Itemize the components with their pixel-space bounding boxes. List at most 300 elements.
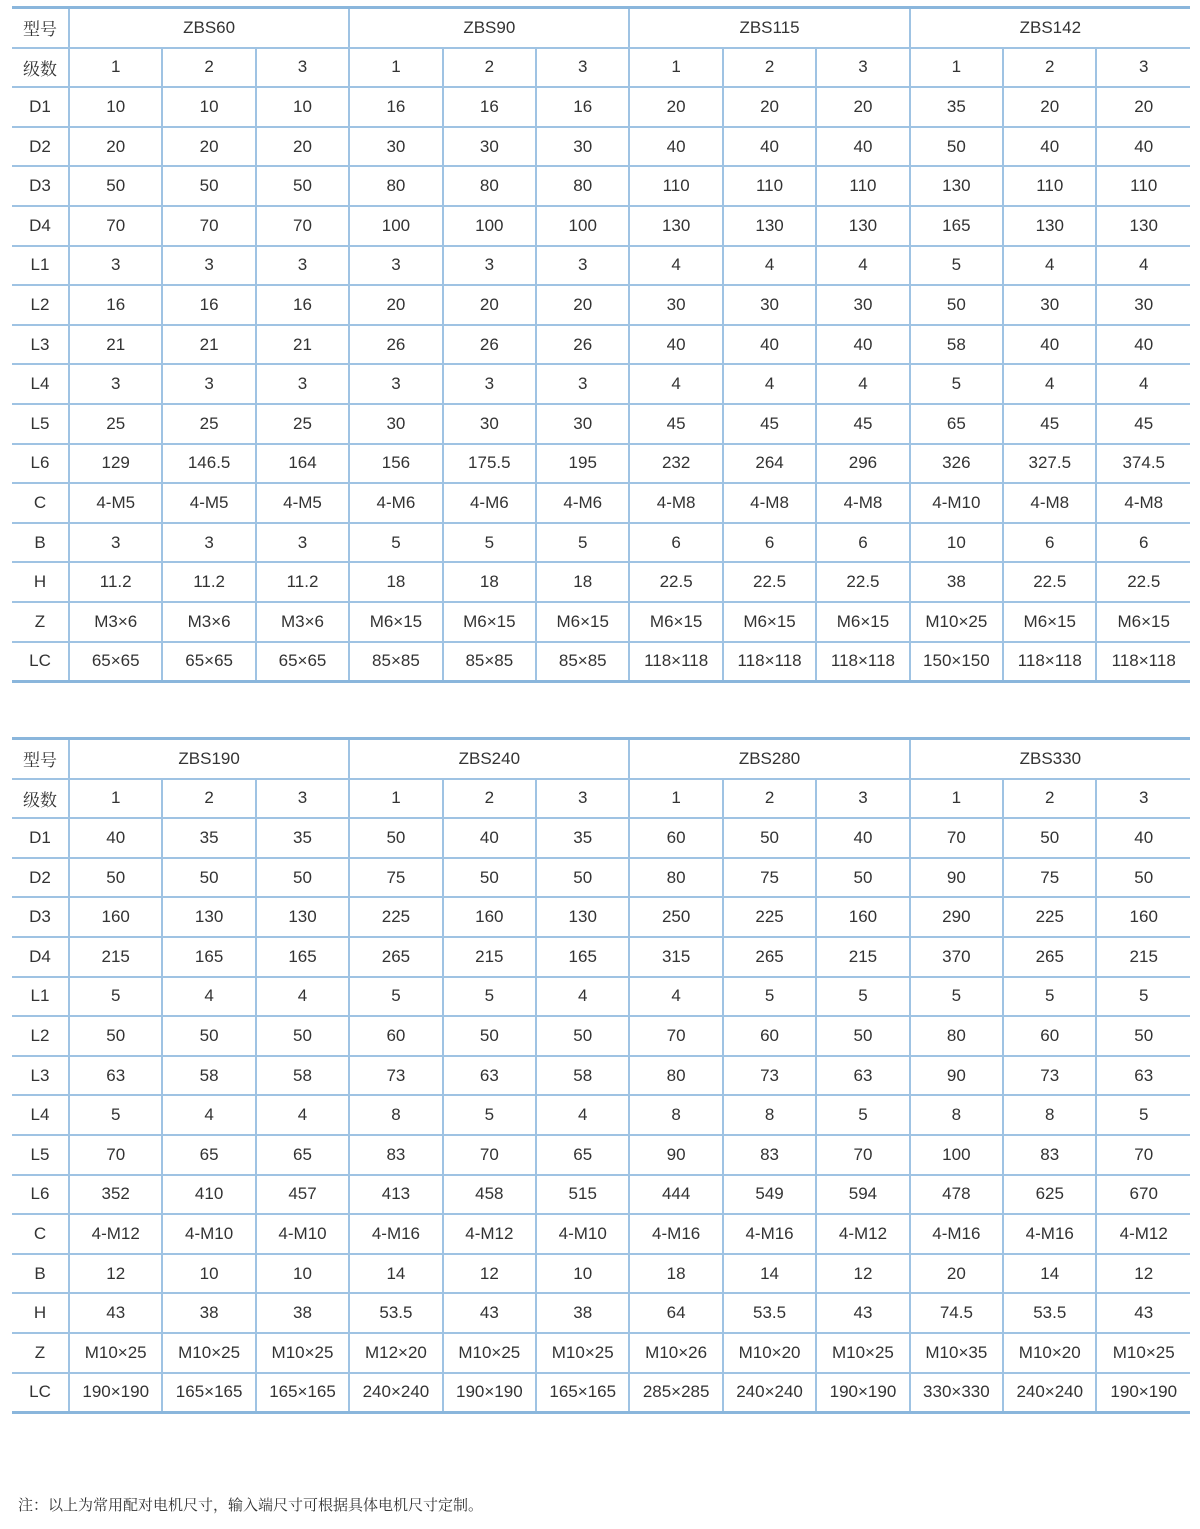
cell-value: 250 xyxy=(629,897,722,937)
table-row xyxy=(12,127,1190,167)
cell-value: 50 xyxy=(910,127,1003,167)
cell-value: 4-M16 xyxy=(1003,1214,1096,1254)
cell-value: M6×15 xyxy=(1003,602,1096,642)
cell-value: 2 xyxy=(723,779,816,819)
cell-value: 70 xyxy=(256,206,349,246)
cell-value: 50 xyxy=(162,166,255,206)
cell-value: 130 xyxy=(1003,206,1096,246)
row-label: L5 xyxy=(12,1135,69,1175)
cell-value: 25 xyxy=(256,404,349,444)
cell-value: 20 xyxy=(69,127,162,167)
cell-value: 2 xyxy=(443,48,536,88)
table-row xyxy=(12,897,1190,937)
cell-value: 14 xyxy=(1003,1254,1096,1294)
row-label: 级数 xyxy=(12,779,69,819)
model-name: ZBS240 xyxy=(349,739,629,779)
cell-value: 1 xyxy=(629,48,722,88)
cell-value: 4-M12 xyxy=(69,1214,162,1254)
model-name: ZBS115 xyxy=(629,8,909,48)
cell-value: M10×25 xyxy=(162,1333,255,1373)
cell-value: 190×190 xyxy=(443,1373,536,1413)
cell-value: 118×118 xyxy=(816,642,909,682)
cell-value: 215 xyxy=(816,937,909,977)
row-label: L1 xyxy=(12,977,69,1017)
cell-value: 8 xyxy=(910,1095,1003,1135)
row-label: Z xyxy=(12,1333,69,1373)
cell-value: 1 xyxy=(69,779,162,819)
cell-value: 100 xyxy=(910,1135,1003,1175)
cell-value: 45 xyxy=(629,404,722,444)
cell-value: 175.5 xyxy=(443,444,536,484)
cell-value: 225 xyxy=(349,897,442,937)
row-label: D4 xyxy=(12,937,69,977)
row-label: L2 xyxy=(12,1016,69,1056)
cell-value: 130 xyxy=(162,897,255,937)
cell-value: 18 xyxy=(443,562,536,602)
cell-value: 6 xyxy=(723,523,816,563)
cell-value: 8 xyxy=(723,1095,816,1135)
cell-value: 4-M6 xyxy=(349,483,442,523)
cell-value: 10 xyxy=(256,87,349,127)
cell-value: 110 xyxy=(723,166,816,206)
cell-value: 10 xyxy=(910,523,1003,563)
row-label: D1 xyxy=(12,818,69,858)
cell-value: 4-M10 xyxy=(910,483,1003,523)
cell-value: 3 xyxy=(349,246,442,286)
cell-value: 40 xyxy=(1096,325,1190,365)
table-row xyxy=(12,1293,1190,1333)
cell-value: 30 xyxy=(1096,285,1190,325)
cell-value: 4 xyxy=(629,977,722,1017)
cell-value: 352 xyxy=(69,1175,162,1215)
cell-value: 50 xyxy=(69,858,162,898)
cell-value: 30 xyxy=(443,404,536,444)
cell-value: 130 xyxy=(910,166,1003,206)
cell-value: 50 xyxy=(256,166,349,206)
cell-value: 110 xyxy=(1096,166,1190,206)
cell-value: 3 xyxy=(443,246,536,286)
row-label: B xyxy=(12,1254,69,1294)
cell-value: 156 xyxy=(349,444,442,484)
table-row xyxy=(12,444,1190,484)
cell-value: 5 xyxy=(1096,1095,1190,1135)
cell-value: 265 xyxy=(349,937,442,977)
cell-value: 40 xyxy=(1003,127,1096,167)
cell-value: 70 xyxy=(443,1135,536,1175)
cell-value: 35 xyxy=(256,818,349,858)
cell-value: 45 xyxy=(1096,404,1190,444)
cell-value: 1 xyxy=(910,48,1003,88)
cell-value: 70 xyxy=(69,1135,162,1175)
cell-value: 118×118 xyxy=(723,642,816,682)
cell-value: 30 xyxy=(536,404,629,444)
cell-value: 16 xyxy=(69,285,162,325)
table-row xyxy=(12,779,1190,819)
cell-value: 70 xyxy=(629,1016,722,1056)
cell-value: 26 xyxy=(349,325,442,365)
cell-value: 65×65 xyxy=(162,642,255,682)
cell-value: 40 xyxy=(1096,818,1190,858)
row-label: C xyxy=(12,483,69,523)
cell-value: 11.2 xyxy=(162,562,255,602)
cell-value: 63 xyxy=(1096,1056,1190,1096)
cell-value: 3 xyxy=(816,48,909,88)
cell-value: 70 xyxy=(162,206,255,246)
cell-value: 75 xyxy=(349,858,442,898)
cell-value: 40 xyxy=(69,818,162,858)
cell-value: 83 xyxy=(349,1135,442,1175)
cell-value: 4-M8 xyxy=(1003,483,1096,523)
table-row xyxy=(12,1373,1190,1413)
cell-value: 18 xyxy=(349,562,442,602)
cell-value: 670 xyxy=(1096,1175,1190,1215)
cell-value: 21 xyxy=(256,325,349,365)
cell-value: M10×25 xyxy=(256,1333,349,1373)
cell-value: 110 xyxy=(629,166,722,206)
cell-value: 413 xyxy=(349,1175,442,1215)
cell-value: 4-M10 xyxy=(536,1214,629,1254)
table-row xyxy=(12,483,1190,523)
cell-value: 80 xyxy=(349,166,442,206)
cell-value: 110 xyxy=(816,166,909,206)
table-row xyxy=(12,642,1190,682)
cell-value: 190×190 xyxy=(69,1373,162,1413)
cell-value: M3×6 xyxy=(162,602,255,642)
cell-value: 326 xyxy=(910,444,1003,484)
cell-value: 75 xyxy=(723,858,816,898)
cell-value: 65 xyxy=(910,404,1003,444)
cell-value: 4 xyxy=(816,246,909,286)
cell-value: 45 xyxy=(816,404,909,444)
cell-value: 3 xyxy=(536,364,629,404)
cell-value: 190×190 xyxy=(1096,1373,1190,1413)
cell-value: 10 xyxy=(536,1254,629,1294)
cell-value: 85×85 xyxy=(443,642,536,682)
cell-value: 53.5 xyxy=(1003,1293,1096,1333)
cell-value: 515 xyxy=(536,1175,629,1215)
cell-value: 195 xyxy=(536,444,629,484)
cell-value: 50 xyxy=(1003,818,1096,858)
table-row xyxy=(12,818,1190,858)
cell-value: 3 xyxy=(256,48,349,88)
cell-value: 38 xyxy=(162,1293,255,1333)
cell-value: 53.5 xyxy=(349,1293,442,1333)
cell-value: 165×165 xyxy=(256,1373,349,1413)
cell-value: 1 xyxy=(629,779,722,819)
cell-value: 35 xyxy=(536,818,629,858)
cell-value: 80 xyxy=(443,166,536,206)
cell-value: 165×165 xyxy=(162,1373,255,1413)
cell-value: 5 xyxy=(910,364,1003,404)
cell-value: 2 xyxy=(162,779,255,819)
cell-value: 4 xyxy=(162,977,255,1017)
cell-value: 164 xyxy=(256,444,349,484)
cell-value: 4-M12 xyxy=(816,1214,909,1254)
cell-value: 21 xyxy=(69,325,162,365)
cell-value: 374.5 xyxy=(1096,444,1190,484)
cell-value: 80 xyxy=(910,1016,1003,1056)
cell-value: 50 xyxy=(256,858,349,898)
header-label: 型号 xyxy=(12,8,69,48)
cell-value: 16 xyxy=(443,87,536,127)
cell-value: 50 xyxy=(443,858,536,898)
cell-value: 1 xyxy=(349,779,442,819)
cell-value: 5 xyxy=(69,977,162,1017)
row-label: Z xyxy=(12,602,69,642)
cell-value: 5 xyxy=(910,977,1003,1017)
cell-value: 3 xyxy=(69,246,162,286)
cell-value: 22.5 xyxy=(1096,562,1190,602)
cell-value: 130 xyxy=(629,206,722,246)
cell-value: 65 xyxy=(162,1135,255,1175)
cell-value: 60 xyxy=(1003,1016,1096,1056)
cell-value: 83 xyxy=(1003,1135,1096,1175)
table-row xyxy=(12,1214,1190,1254)
cell-value: 65 xyxy=(536,1135,629,1175)
cell-value: 410 xyxy=(162,1175,255,1215)
cell-value: 100 xyxy=(536,206,629,246)
table-row xyxy=(12,246,1190,286)
cell-value: 5 xyxy=(536,523,629,563)
cell-value: 60 xyxy=(723,1016,816,1056)
cell-value: 11.2 xyxy=(69,562,162,602)
cell-value: 22.5 xyxy=(723,562,816,602)
cell-value: 73 xyxy=(1003,1056,1096,1096)
cell-value: 458 xyxy=(443,1175,536,1215)
cell-value: 129 xyxy=(69,444,162,484)
cell-value: 63 xyxy=(69,1056,162,1096)
cell-value: 5 xyxy=(816,977,909,1017)
cell-value: 457 xyxy=(256,1175,349,1215)
cell-value: 4-M10 xyxy=(162,1214,255,1254)
cell-value: 118×118 xyxy=(1003,642,1096,682)
cell-value: 40 xyxy=(443,818,536,858)
cell-value: 5 xyxy=(910,246,1003,286)
cell-value: 30 xyxy=(723,285,816,325)
cell-value: 43 xyxy=(1096,1293,1190,1333)
cell-value: 80 xyxy=(629,1056,722,1096)
cell-value: 20 xyxy=(162,127,255,167)
cell-value: 4-M8 xyxy=(629,483,722,523)
cell-value: 60 xyxy=(349,1016,442,1056)
cell-value: 549 xyxy=(723,1175,816,1215)
cell-value: 1 xyxy=(910,779,1003,819)
cell-value: 73 xyxy=(349,1056,442,1096)
row-label: L5 xyxy=(12,404,69,444)
cell-value: 4 xyxy=(1003,364,1096,404)
cell-value: 4-M12 xyxy=(1096,1214,1190,1254)
cell-value: 90 xyxy=(629,1135,722,1175)
cell-value: M10×25 xyxy=(816,1333,909,1373)
table-row xyxy=(12,48,1190,88)
cell-value: M10×25 xyxy=(443,1333,536,1373)
cell-value: 130 xyxy=(256,897,349,937)
cell-value: 50 xyxy=(723,818,816,858)
cell-value: 8 xyxy=(1003,1095,1096,1135)
cell-value: 50 xyxy=(1096,1016,1190,1056)
cell-value: 2 xyxy=(162,48,255,88)
cell-value: 25 xyxy=(69,404,162,444)
cell-value: 50 xyxy=(816,858,909,898)
cell-value: M6×15 xyxy=(349,602,442,642)
cell-value: M10×25 xyxy=(1096,1333,1190,1373)
cell-value: 45 xyxy=(723,404,816,444)
cell-value: 3 xyxy=(349,364,442,404)
cell-value: 3 xyxy=(443,364,536,404)
footnote: 注：以上为常用配对电机尺寸，输入端尺寸可根据具体电机尺寸定制。 xyxy=(18,1497,484,1514)
cell-value: 22.5 xyxy=(816,562,909,602)
cell-value: 130 xyxy=(1096,206,1190,246)
cell-value: 43 xyxy=(69,1293,162,1333)
cell-value: 3 xyxy=(162,523,255,563)
cell-value: 75 xyxy=(1003,858,1096,898)
table-row xyxy=(12,1135,1190,1175)
cell-value: 50 xyxy=(162,858,255,898)
cell-value: 330×330 xyxy=(910,1373,1003,1413)
cell-value: M12×20 xyxy=(349,1333,442,1373)
cell-value: 40 xyxy=(816,127,909,167)
spec-table-1 xyxy=(12,6,1190,683)
cell-value: 20 xyxy=(816,87,909,127)
cell-value: M10×20 xyxy=(1003,1333,1096,1373)
cell-value: 3 xyxy=(256,364,349,404)
cell-value: M10×25 xyxy=(69,1333,162,1373)
cell-value: 315 xyxy=(629,937,722,977)
cell-value: 3 xyxy=(69,523,162,563)
cell-value: 3 xyxy=(256,523,349,563)
row-label: B xyxy=(12,523,69,563)
cell-value: 4 xyxy=(723,246,816,286)
cell-value: M10×20 xyxy=(723,1333,816,1373)
cell-value: 12 xyxy=(1096,1254,1190,1294)
table-row xyxy=(12,977,1190,1017)
cell-value: 3 xyxy=(162,246,255,286)
cell-value: 1 xyxy=(349,48,442,88)
cell-value: 22.5 xyxy=(629,562,722,602)
cell-value: 4 xyxy=(162,1095,255,1135)
table-row xyxy=(12,562,1190,602)
table-row xyxy=(12,87,1190,127)
model-header-row xyxy=(12,739,1190,779)
spec-table-2 xyxy=(12,737,1190,1414)
cell-value: 4 xyxy=(1003,246,1096,286)
cell-value: 63 xyxy=(816,1056,909,1096)
cell-value: 594 xyxy=(816,1175,909,1215)
cell-value: 5 xyxy=(349,977,442,1017)
cell-value: 625 xyxy=(1003,1175,1096,1215)
model-name: ZBS142 xyxy=(910,8,1190,48)
table-row xyxy=(12,404,1190,444)
cell-value: 38 xyxy=(910,562,1003,602)
cell-value: 2 xyxy=(723,48,816,88)
cell-value: 10 xyxy=(256,1254,349,1294)
cell-value: 90 xyxy=(910,1056,1003,1096)
cell-value: 165 xyxy=(162,937,255,977)
cell-value: 20 xyxy=(1003,87,1096,127)
cell-value: 58 xyxy=(910,325,1003,365)
cell-value: 160 xyxy=(443,897,536,937)
cell-value: M6×15 xyxy=(536,602,629,642)
table-row xyxy=(12,523,1190,563)
cell-value: 30 xyxy=(536,127,629,167)
cell-value: 21 xyxy=(162,325,255,365)
cell-value: 70 xyxy=(816,1135,909,1175)
row-label: H xyxy=(12,562,69,602)
cell-value: M10×26 xyxy=(629,1333,722,1373)
table-row xyxy=(12,937,1190,977)
cell-value: 6 xyxy=(1096,523,1190,563)
cell-value: 50 xyxy=(816,1016,909,1056)
cell-value: 130 xyxy=(816,206,909,246)
cell-value: 130 xyxy=(723,206,816,246)
cell-value: 85×85 xyxy=(349,642,442,682)
cell-value: 50 xyxy=(910,285,1003,325)
row-label: D2 xyxy=(12,127,69,167)
cell-value: 16 xyxy=(162,285,255,325)
cell-value: 10 xyxy=(69,87,162,127)
cell-value: 4 xyxy=(1096,364,1190,404)
cell-value: 240×240 xyxy=(1003,1373,1096,1413)
cell-value: 26 xyxy=(443,325,536,365)
row-label: D3 xyxy=(12,166,69,206)
cell-value: 50 xyxy=(536,1016,629,1056)
cell-value: 80 xyxy=(629,858,722,898)
cell-value: 3 xyxy=(536,779,629,819)
cell-value: 4-M16 xyxy=(723,1214,816,1254)
cell-value: 285×285 xyxy=(629,1373,722,1413)
cell-value: 8 xyxy=(349,1095,442,1135)
cell-value: 4 xyxy=(256,977,349,1017)
cell-value: 90 xyxy=(910,858,1003,898)
cell-value: 4 xyxy=(816,364,909,404)
cell-value: 327.5 xyxy=(1003,444,1096,484)
cell-value: 16 xyxy=(349,87,442,127)
row-label: L3 xyxy=(12,325,69,365)
cell-value: 215 xyxy=(69,937,162,977)
cell-value: 4-M16 xyxy=(910,1214,1003,1254)
cell-value: 40 xyxy=(816,325,909,365)
cell-value: 50 xyxy=(1096,858,1190,898)
cell-value: 4-M8 xyxy=(1096,483,1190,523)
cell-value: 3 xyxy=(69,364,162,404)
cell-value: 5 xyxy=(443,523,536,563)
cell-value: 50 xyxy=(536,858,629,898)
cell-value: 110 xyxy=(1003,166,1096,206)
cell-value: 2 xyxy=(1003,48,1096,88)
cell-value: 225 xyxy=(723,897,816,937)
cell-value: 65 xyxy=(256,1135,349,1175)
cell-value: 20 xyxy=(723,87,816,127)
cell-value: 3 xyxy=(536,246,629,286)
cell-value: 4 xyxy=(1096,246,1190,286)
cell-value: 240×240 xyxy=(723,1373,816,1413)
table-row xyxy=(12,1095,1190,1135)
table-row xyxy=(12,325,1190,365)
cell-value: 5 xyxy=(1096,977,1190,1017)
table-row xyxy=(12,1333,1190,1373)
cell-value: 165 xyxy=(536,937,629,977)
cell-value: 40 xyxy=(723,127,816,167)
cell-value: 6 xyxy=(816,523,909,563)
cell-value: 3 xyxy=(1096,48,1190,88)
cell-value: 50 xyxy=(69,1016,162,1056)
cell-value: 22.5 xyxy=(1003,562,1096,602)
cell-value: 165×165 xyxy=(536,1373,629,1413)
model-name: ZBS190 xyxy=(69,739,349,779)
cell-value: 4-M10 xyxy=(256,1214,349,1254)
cell-value: 165 xyxy=(910,206,1003,246)
cell-value: 20 xyxy=(256,127,349,167)
